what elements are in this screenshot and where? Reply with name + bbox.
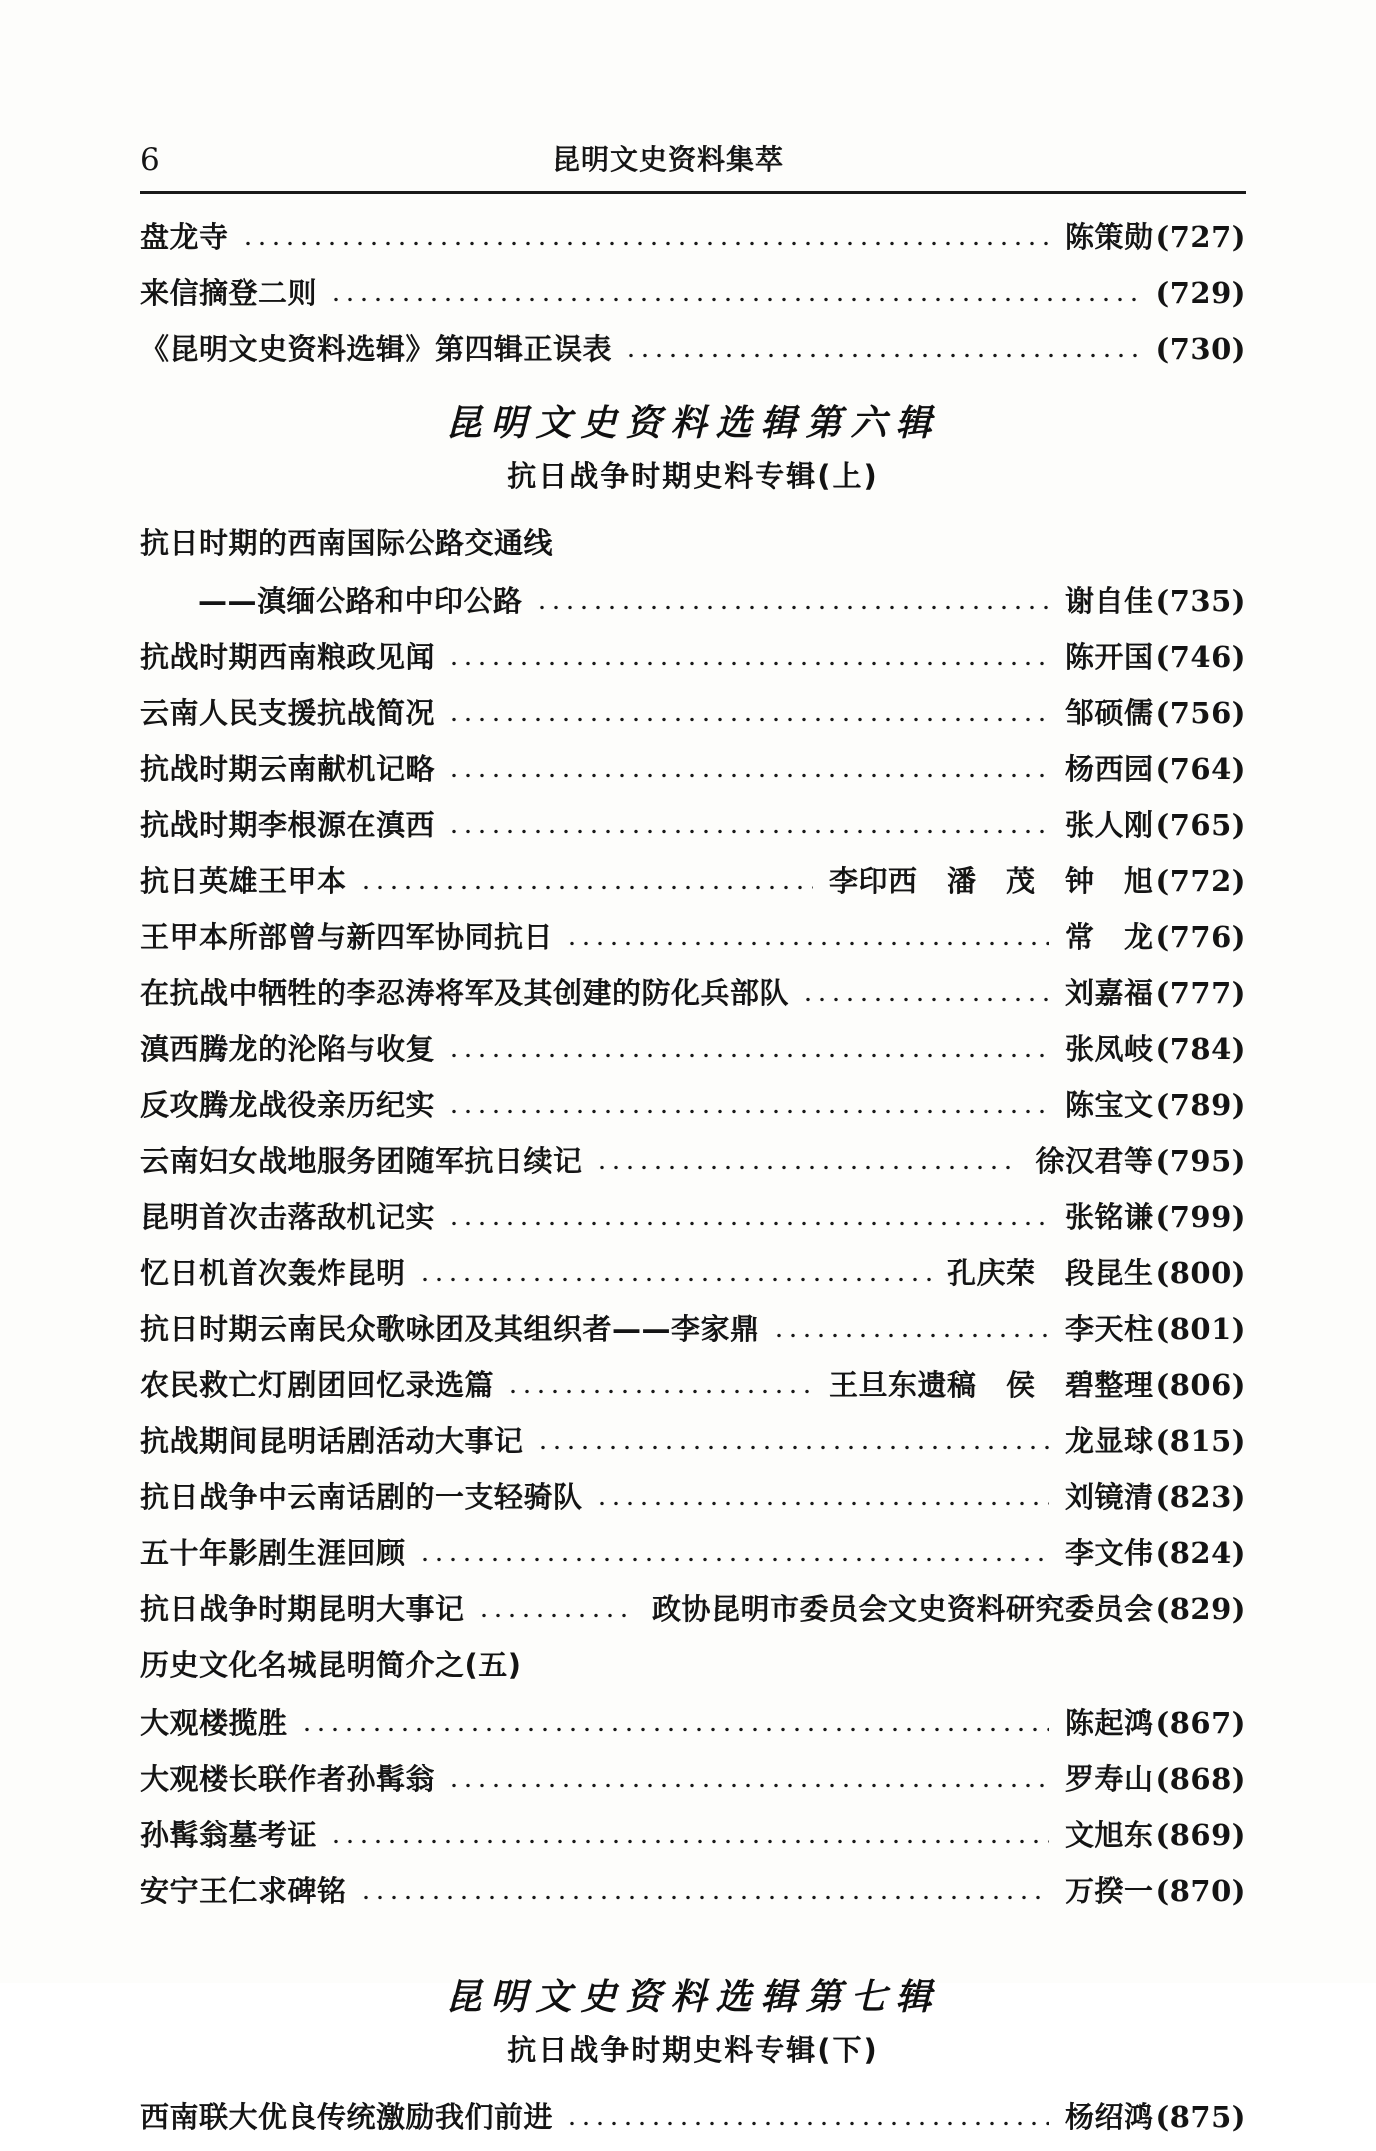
toc-entry-title: ——滇缅公路和中印公路 — [198, 584, 523, 618]
toc-entry-page-number: (815) — [1155, 1424, 1246, 1458]
toc-leader-dots — [506, 1370, 813, 1400]
toc-entry-page-number: (801) — [1155, 1312, 1246, 1346]
toc-entry-title: 抗日时期云南民众歌咏团及其组织者——李家鼎 — [140, 1312, 760, 1346]
toc-entry-authors: 杨西园 — [1065, 752, 1154, 786]
toc-entry-title: 《昆明文史资料选辑》第四辑正误表 — [140, 332, 613, 366]
toc-entry-authors: 万揆一 — [1065, 1874, 1154, 1908]
toc-entry-tail — [1146, 271, 1246, 315]
toc-entry[interactable] — [140, 1363, 1246, 1407]
part-subtitle: 抗日战争时期史料专辑(下) — [507, 2033, 879, 2067]
toc-entry-authors: 陈开国 — [1065, 640, 1154, 674]
toc-entry-tail — [819, 859, 1246, 903]
toc-entry[interactable] — [140, 327, 1246, 371]
toc-entry[interactable] — [140, 1139, 1246, 1183]
toc-entry-title: 农民救亡灯剧团回忆录选篇 — [140, 1368, 495, 1402]
toc-entry[interactable] — [140, 1475, 1246, 1519]
toc-leader-dots — [300, 1708, 1049, 1738]
toc-entry-page-number: (756) — [1155, 696, 1246, 730]
toc-entry-title: 抗日战争中云南话剧的一支轻骑队 — [140, 1480, 583, 1514]
toc-entry-page-number: (875) — [1155, 2100, 1246, 2134]
toc-entry-tail — [1055, 1531, 1246, 1575]
toc-entry-tail — [1055, 691, 1246, 735]
toc-entry[interactable] — [140, 915, 1246, 959]
toc-entry-title: 抗战期间昆明话剧活动大事记 — [140, 1424, 524, 1458]
toc-leader-dots — [447, 1202, 1049, 1232]
toc-entry-title: 云南人民支援抗战简况 — [140, 696, 436, 730]
toc-entry-title: 抗战时期西南粮政见闻 — [140, 640, 436, 674]
toc-leader-dots — [624, 334, 1140, 364]
part-title: 昆明文史资料选辑第七辑 — [445, 1976, 941, 2018]
toc-leader-dots — [595, 1482, 1049, 1512]
table-of-contents — [140, 215, 1246, 2151]
part-entry-list — [140, 521, 1246, 1913]
toc-entry-page-number: (765) — [1155, 808, 1246, 842]
toc-entry-authors: 谢自佳 — [1065, 584, 1154, 618]
toc-entry-page-number: (764) — [1155, 752, 1246, 786]
toc-entry-title: 西南联大优良传统激励我们前进 — [140, 2100, 554, 2134]
toc-leader-dots — [447, 810, 1049, 840]
toc-entry-authors: 政协昆明市委员会文史资料研究委员会 — [652, 1592, 1154, 1626]
page-header — [140, 140, 1246, 186]
toc-entry-title: 王甲本所部曾与新四军协同抗日 — [140, 920, 554, 954]
toc-leader-dots — [447, 1764, 1049, 1794]
toc-entry-page-number: (806) — [1155, 1368, 1246, 1402]
toc-entry-tail — [1055, 215, 1246, 259]
toc-entry-page-number: (729) — [1155, 276, 1246, 310]
toc-entry-page-number: (823) — [1155, 1480, 1246, 1514]
toc-entry-title: 盘龙寺 — [140, 220, 229, 254]
toc-entry[interactable] — [140, 1419, 1246, 1463]
toc-entry-tail — [1055, 1307, 1246, 1351]
toc-leader-dots — [447, 754, 1049, 784]
folio-number: 6 — [140, 142, 160, 178]
toc-entry-tail — [819, 1363, 1246, 1407]
toc-entry-page-number: (870) — [1155, 1874, 1246, 1908]
part-entry-list — [140, 2095, 1246, 2139]
toc-entry-page-number: (824) — [1155, 1536, 1246, 1570]
toc-leading-entries — [140, 215, 1246, 371]
toc-entry-page-number: (735) — [1155, 584, 1246, 618]
toc-entry[interactable] — [140, 971, 1246, 1015]
toc-entry-title: 忆日机首次轰炸昆明 — [140, 1256, 406, 1290]
toc-entry[interactable] — [140, 1757, 1246, 1801]
running-head-title: 昆明文史资料集萃 — [551, 143, 784, 176]
toc-entry-tail — [1055, 1195, 1246, 1239]
toc-entry-authors: 刘镜清 — [1065, 1480, 1154, 1514]
toc-entry-title: 来信摘登二则 — [140, 276, 318, 310]
toc-entry[interactable] — [140, 1587, 1246, 1631]
toc-entry[interactable] — [140, 1813, 1246, 1857]
toc-leader-dots — [535, 586, 1049, 616]
toc-entry[interactable] — [140, 2095, 1246, 2139]
toc-entry-title: 历史文化名城昆明简介之(五) — [140, 1648, 522, 1682]
toc-entry-tail — [1055, 1813, 1246, 1857]
toc-entry-authors: 徐汉君等 — [1035, 1144, 1154, 1178]
part-title: 昆明文史资料选辑第六辑 — [445, 402, 941, 444]
toc-entry-title: 抗日时期的西南国际公路交通线 — [140, 526, 554, 560]
toc-leader-dots — [447, 1090, 1049, 1120]
toc-entry-authors: 常 龙 — [1065, 920, 1154, 954]
toc-entry-authors: 张人刚 — [1065, 808, 1154, 842]
toc-entry[interactable] — [140, 1531, 1246, 1575]
toc-entry-tail — [1055, 915, 1246, 959]
toc-entry-tail — [1055, 747, 1246, 791]
toc-entry-authors: 杨绍鸿 — [1065, 2100, 1154, 2134]
toc-leader-dots — [329, 1820, 1049, 1850]
toc-entry-title: 在抗战中牺牲的李忍涛将军及其创建的防化兵部队 — [140, 976, 790, 1010]
toc-leader-dots — [536, 1426, 1049, 1456]
toc-entry-page-number: (776) — [1155, 920, 1246, 954]
toc-entry-title: 昆明首次击落敌机记实 — [140, 1200, 436, 1234]
toc-entry-tail — [1055, 1027, 1246, 1071]
toc-entry-authors: 邹硕儒 — [1065, 696, 1154, 730]
toc-entry-title: 抗日英雄王甲本 — [140, 864, 347, 898]
toc-entry[interactable] — [140, 1643, 1246, 1687]
toc-leader-dots — [447, 698, 1049, 728]
toc-entry-authors: 罗寿山 — [1065, 1762, 1154, 1796]
toc-entry-authors: 张铭谦 — [1065, 1200, 1154, 1234]
header-rule — [140, 191, 1246, 194]
toc-entry[interactable] — [140, 635, 1246, 679]
toc-entry-authors: 陈策勋 — [1065, 220, 1154, 254]
toc-entry-tail — [1055, 1757, 1246, 1801]
toc-entry[interactable] — [140, 1083, 1246, 1127]
toc-leader-dots — [241, 222, 1049, 252]
toc-entry-title: 安宁王仁求碑铭 — [140, 1874, 347, 1908]
toc-entry-title: 抗日战争时期昆明大事记 — [140, 1592, 465, 1626]
toc-entry[interactable] — [140, 1195, 1246, 1239]
part-heading-block — [140, 397, 1246, 499]
toc-entry-title: 反攻腾龙战役亲历纪实 — [140, 1088, 436, 1122]
toc-entry-tail — [1055, 803, 1246, 847]
toc-entry-tail — [1055, 971, 1246, 1015]
toc-entry-title: 大观楼长联作者孙髯翁 — [140, 1762, 436, 1796]
toc-entry-title: 五十年影剧生涯回顾 — [140, 1536, 406, 1570]
part-subtitle: 抗日战争时期史料专辑(上) — [507, 459, 879, 493]
toc-entry-authors: 王旦东遗稿 侯 碧整理 — [829, 1368, 1154, 1402]
toc-entry-page-number: (795) — [1155, 1144, 1246, 1178]
toc-entry-authors: 李文伟 — [1065, 1536, 1154, 1570]
toc-entry-authors: 张凤岐 — [1065, 1032, 1154, 1066]
toc-entry-tail — [1055, 1419, 1246, 1463]
toc-entry[interactable] — [140, 1307, 1246, 1351]
toc-leader-dots — [447, 1034, 1049, 1064]
toc-entry-tail — [1055, 1869, 1246, 1913]
toc-entry-title: 抗战时期云南献机记略 — [140, 752, 436, 786]
toc-leader-dots — [565, 2102, 1049, 2132]
toc-entry[interactable] — [140, 691, 1246, 735]
toc-entry-page-number: (829) — [1155, 1592, 1246, 1626]
toc-entry-tail — [937, 1251, 1246, 1295]
toc-entry-authors: 陈宝文 — [1065, 1088, 1154, 1122]
toc-entry-tail — [1055, 579, 1246, 623]
toc-entry-tail — [1055, 1083, 1246, 1127]
toc-entry[interactable] — [140, 579, 1246, 623]
toc-entry[interactable] — [140, 215, 1246, 259]
toc-entry-page-number: (727) — [1155, 220, 1246, 254]
toc-entry-tail — [1146, 327, 1246, 371]
toc-entry-authors: 陈起鸿 — [1065, 1706, 1154, 1740]
toc-entry[interactable] — [140, 1251, 1246, 1295]
toc-entry-page-number: (730) — [1155, 332, 1246, 366]
toc-leader-dots — [329, 278, 1140, 308]
part-heading-block — [140, 1971, 1246, 2073]
toc-leader-dots — [595, 1146, 1020, 1176]
toc-entry-authors: 李天柱 — [1065, 1312, 1154, 1346]
toc-leader-dots — [477, 1594, 636, 1624]
toc-entry-page-number: (869) — [1155, 1818, 1246, 1852]
toc-entry-page-number: (772) — [1155, 864, 1246, 898]
toc-entry-tail — [1055, 2095, 1246, 2139]
toc-leader-dots — [418, 1258, 931, 1288]
toc-entry[interactable] — [140, 747, 1246, 791]
toc-leader-dots — [565, 922, 1049, 952]
toc-leader-dots — [772, 1314, 1049, 1344]
toc-entry-page-number: (868) — [1155, 1762, 1246, 1796]
toc-entry-tail — [1026, 1139, 1247, 1183]
toc-leader-dots — [359, 1876, 1049, 1906]
toc-entry-authors: 文旭东 — [1065, 1818, 1154, 1852]
toc-parts — [140, 397, 1246, 2139]
toc-leader-dots — [447, 642, 1049, 672]
toc-entry-authors: 刘嘉福 — [1065, 976, 1154, 1010]
toc-entry[interactable] — [140, 859, 1246, 903]
toc-entry-page-number: (800) — [1155, 1256, 1246, 1290]
toc-leader-dots — [359, 866, 813, 896]
toc-entry-title: 孙髯翁墓考证 — [140, 1818, 318, 1852]
toc-entry[interactable] — [140, 1701, 1246, 1745]
toc-entry-authors: 李印西 潘 茂 钟 旭 — [829, 864, 1154, 898]
toc-leader-dots — [418, 1538, 1049, 1568]
toc-entry-authors: 孔庆荣 段昆生 — [947, 1256, 1154, 1290]
toc-entry[interactable] — [140, 1027, 1246, 1071]
toc-entry[interactable] — [140, 1869, 1246, 1913]
toc-entry-title: 抗战时期李根源在滇西 — [140, 808, 436, 842]
toc-entry-page-number: (799) — [1155, 1200, 1246, 1234]
toc-entry-tail — [1055, 1701, 1246, 1745]
toc-leader-dots — [801, 978, 1049, 1008]
toc-entry-page-number: (789) — [1155, 1088, 1246, 1122]
toc-entry-tail — [642, 1587, 1246, 1631]
toc-entry-page-number: (867) — [1155, 1706, 1246, 1740]
toc-entry-title: 滇西腾龙的沦陷与收复 — [140, 1032, 436, 1066]
toc-entry[interactable] — [140, 271, 1246, 315]
toc-entry[interactable] — [140, 521, 1246, 565]
toc-entry-title: 云南妇女战地服务团随军抗日续记 — [140, 1144, 583, 1178]
toc-entry-page-number: (746) — [1155, 640, 1246, 674]
toc-entry-page-number: (777) — [1155, 976, 1246, 1010]
toc-entry-authors: 龙显球 — [1065, 1424, 1154, 1458]
toc-entry[interactable] — [140, 803, 1246, 847]
toc-entry-tail — [1055, 1475, 1246, 1519]
toc-entry-title: 大观楼揽胜 — [140, 1706, 288, 1740]
toc-entry-page-number: (784) — [1155, 1032, 1246, 1066]
toc-entry-tail — [1055, 635, 1246, 679]
